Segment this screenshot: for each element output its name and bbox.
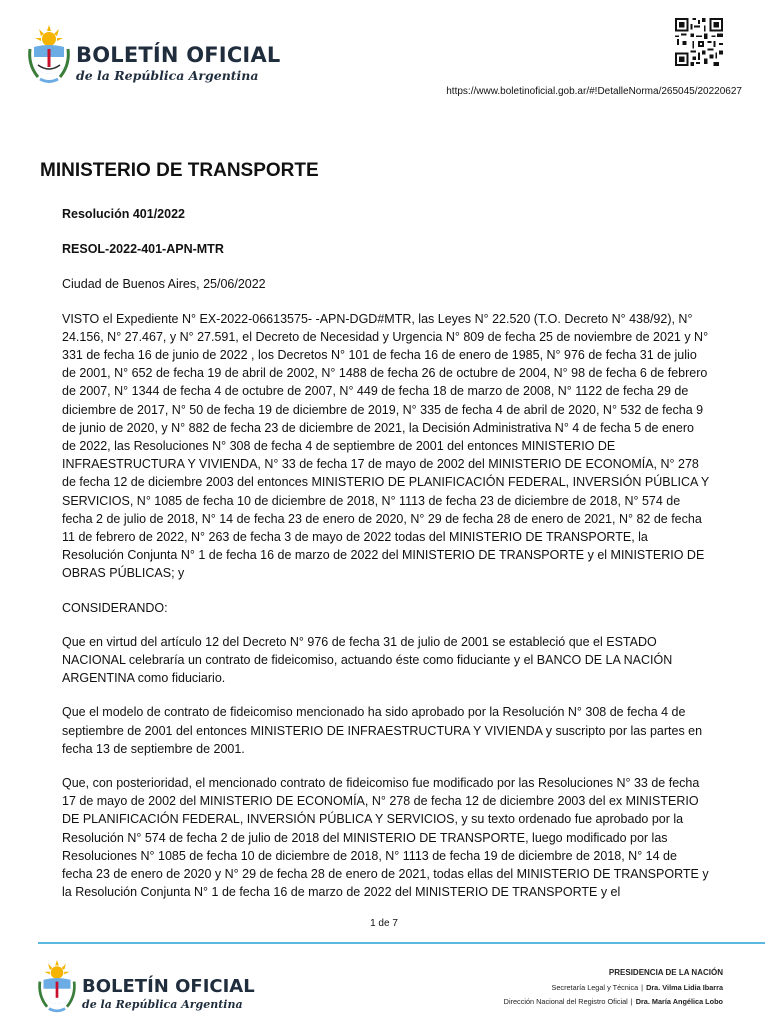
considerando-heading: CONSIDERANDO:: [62, 600, 168, 615]
coat-of-arms-icon: [28, 25, 70, 85]
document-body: [62, 205, 710, 918]
body-paragraph: Que el modelo de contrato de fideicomiso mencionado ha sido aprobado por la Resolución N° 308 de fecha 4 de septiembre de 2001 del entonces MINISTERIO DE INFRAESTRUCTURA Y VIVIENDA y suscripto por las partes en fecha 13 de septiembre de 2001.: [62, 705, 703, 756]
presidencia-label: PRESIDENCIA DE LA NACIÓN: [608, 968, 723, 977]
visto-paragraph: VISTO el Expediente N° EX-2022-06613575- -APN-DGD#MTR, las Leyes N° 22.520 (T.O. Decreto N° 438/92), N° 24.156, N° 27.467, y N° 27.591, el Decreto de Necesidad y Urgencia N° 809 de fecha 25 de noviembre de 2021 y N° 331 de fecha 16 de junio de 2022 , los Decretos N° 101 de fecha 16 de enero de 1985, N° 976 de fecha 31 de julio de 2001, N° 652 de fecha 19 de abril de 2002, N° 1488 de fecha 26 de octubre de 2004, N° 98 de fecha 6 de febrero de 2007, N° 1344 de fecha 4 de octubre de 2007, N° 449 de fecha 18 de marzo de 2008, N° 1122 de fecha 29 de diciembre de 2017, N° 50 de fecha 19 de diciembre de 2019, N° 335 de fecha 4 de abril de 2020, N° 532 de fecha 9 de junio de 2020, y N° 882 de fecha 23 de diciembre de 2021, la Decisión Administrativa N° 4 de fecha 5 de enero de 2022, las Resoluciones N° 308 de fecha 4 de septiembre de 2001 del entonces MINISTERIO DE INFRAESTRUCTURA Y VIVIENDA, N° 33 de fecha 17 de mayo de 2002 del MINISTERIO DE ECONOMÍA, N° 278 de fecha 12 de diciembre 2003 del entonces MINISTERIO DE PLANIFICACIÓN FEDERAL, INVERSIÓN PÚBLICA Y SERVICIOS, N° 1085 de fecha 10 de diciembre de 2018, N° 1113 de fecha 23 de diciembre de 2018, N° 574 de fecha 2 de julio de 2018, N° 14 de fecha 23 de enero de 2020, N° 29 de fecha 28 de enero de 2021, N° 82 de fecha 11 de febrero de 2022, N° 263 de fecha 3 de mayo de 2022 todas del MINISTERIO DE TRANSPORTE, la Resolución Conjunta N° 1 de fecha 16 de marzo de 2022 del MINISTERIO DE TRANSPORTE y el MINISTERIO DE OBRAS PÚBLICAS; y: [62, 311, 710, 581]
ministry-title: MINISTERIO DE TRANSPORTE: [40, 160, 319, 181]
page-header: [0, 0, 768, 110]
footer-logo: [38, 960, 268, 1016]
resolution-code: RESOL-2022-401-APN-MTR: [62, 242, 224, 257]
secretaria-line: Secretaría Legal y Técnica | Dra. Vilma Lidia Ibarra: [551, 982, 723, 992]
footer-brand-title: BOLETÍN OFICIAL: [82, 976, 255, 997]
brand-subtitle: de la República Argentina: [76, 68, 259, 83]
direccion-line: Dirección Nacional del Registro Oficial | Dra. María Angélica Lobo: [503, 997, 723, 1006]
document-url[interactable]: https://www.boletinoficial.gob.ar/#!DetalleNorma/265045/20220627: [446, 86, 742, 97]
qr-code-icon[interactable]: [675, 18, 723, 66]
body-paragraph: Que en virtud del artículo 12 del Decreto N° 976 de fecha 31 de julio de 2001 se estableció que el ESTADO NACIONAL celebraría un contrato de fideicomiso, actuando éste como fiduciante y el BANCO DE LA NACIÓN ARGENTINA como fiduciario.: [62, 634, 673, 686]
date-paragraph: Ciudad de Buenos Aires, 25/06/2022: [62, 277, 266, 292]
resolution-number: Resolución 401/2022: [62, 207, 185, 221]
brand-title: BOLETÍN OFICIAL: [76, 43, 281, 67]
footer-brand-subtitle: de la República Argentina: [82, 998, 243, 1011]
footer-divider: [38, 942, 765, 944]
secretaria-label: Secretaría Legal y Técnica: [551, 982, 639, 992]
direccion-name: Dra. María Angélica Lobo: [635, 997, 723, 1006]
body-paragraph: Que, con posterioridad, el mencionado contrato de fideicomiso fue modificado por las Resoluciones N° 33 de fecha 17 de mayo de 2002 del MINISTERIO DE ECONOMÍA, N° 278 de fecha 12 de diciembre 2003 del ex MINISTERIO DE PLANIFICACIÓN FEDERAL, INVERSIÓN PÚBLICA Y SERVICIOS, y su texto ordenado fue aprobado por la Resolución N° 574 de fecha 2 de julio de 2018 del MINISTERIO DE TRANSPORTE, luego modificado por las Resoluciones N° 1085 de fecha 10 de diciembre de 2018, N° 1113 de fecha 19 de diciembre de 2018, N° 14 de fecha 23 de enero de 2020 y N° 29 de fecha 28 de enero de 2021, todas ellas del MINISTERIO DE TRANSPORTE y la Resolución Conjunta N° 1 de fecha 16 de marzo de 2022 del MINISTERIO DE TRANSPORTE y el: [62, 776, 709, 900]
secretaria-name: Dra. Vilma Lidia Ibarra: [646, 982, 723, 992]
coat-of-arms-icon: [38, 960, 76, 1014]
footer-credits: [504, 966, 723, 1010]
direccion-label: Dirección Nacional del Registro Oficial: [503, 997, 628, 1006]
page-number: 1 de 7: [370, 918, 398, 929]
boletin-oficial-logo: [28, 25, 281, 89]
